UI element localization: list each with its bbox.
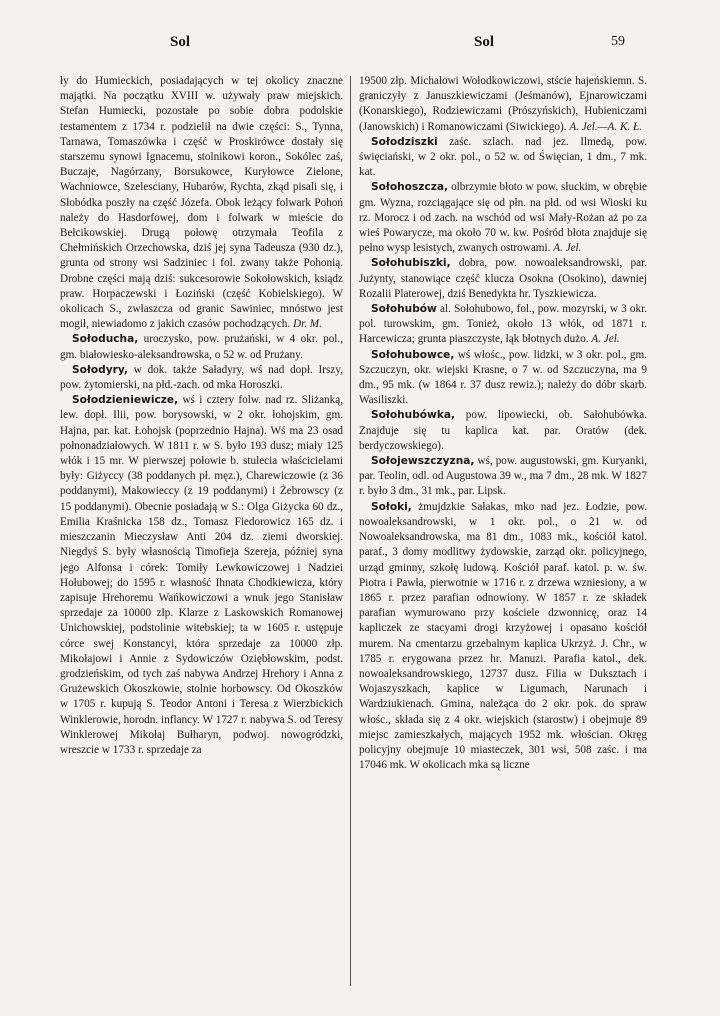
entry-text: w dok. także Saładyry, wś nad dopł. Irszy, pow. żytomierski, na płd.-zach. od mka Horoszki.	[60, 363, 343, 392]
dictionary-entry	[359, 302, 647, 348]
left-column	[60, 74, 343, 994]
entry-term: Sołodzieniewicze,	[72, 394, 179, 407]
dictionary-entry	[359, 500, 647, 774]
continued-entry	[60, 74, 343, 332]
entry-text: 19500 złp. Michałowi Wołodkowiczowi, stście hajeńskiemn. S. graniczyły z Januszkiewiczami (Jeśmanów), Ejnarowiczami (Konarskiego), Rodziewiczami (Prószyńskich), Hubieniczami (Janowskich) i Romanowiczami (Siwickiego).	[359, 75, 647, 133]
dictionary-entry	[359, 348, 647, 409]
running-head-right: Sol	[474, 34, 495, 50]
page-header	[0, 34, 720, 58]
dictionary-entry	[359, 180, 647, 256]
dictionary-entry	[359, 454, 647, 500]
entry-term: Sołohubówka,	[371, 409, 456, 422]
entry-author: A. Jel.	[553, 242, 582, 255]
running-head-left: Sol	[170, 34, 191, 50]
entry-term: Sołoki,	[371, 500, 412, 513]
continued-entry	[359, 74, 647, 135]
entry-text: uroczysko, pow. prużański, w 4 okr. pol., gm. białowiesko-aleksandrowska, o 52 w. od Prużany.	[60, 333, 343, 361]
dictionary-entry	[60, 363, 343, 393]
entry-term: Sołojewszczyzna,	[371, 455, 475, 468]
entry-author: Dr. M.	[293, 318, 322, 331]
dictionary-entry	[359, 408, 647, 454]
page-number: 59	[611, 34, 625, 49]
entry-term: Sołodyry,	[72, 363, 128, 376]
entry-term: Sołohubów	[371, 303, 437, 316]
entry-text: wś i cztery folw. nad rz. Sliżanką, lew. dopł. Ilii, pow. borysowski, w 2 okr. łohojskim, gm. Hajna, par. kat. Łohojsk (poprzednio Hajna). Wś ma 23 osad połnonadziałowych. W 1811 r. w S. było 193 dusz; miały 125 włók i 15 mr. W pierwszej połowie b. stulecia właścicielami były: Giżyccy (38 poddanych pł. męz.), Charewiczowie (z 36 poddanymi), Makowieccy (z 19 poddanymi) i Żebrowscy (z 15 poddanymi). Obecnie posiadają w S.: Olga Giżycka 60 dz., Emilia Kraśnicka 158 dz., Tomasz Fiedorowicz 165 dz. i mieszczanin Mieczysław Anti 204 dz. ziemi dworskiej. Niegdyś S. były własnością Timofieja Szereja, później syna jego Alfonsa i córek: Tomiły Lewkowiczowej i Nadziei Hołubowej; do 1595 r. własność Ihnata Chodkiewicza, który zapisuje Hrehoremu Wańkowiczowi a wnuk jego Stanisław sprzedaje za 10000 złp. Klarze z Laskowskich Romanowej Unichowskiej, podstolinie witebskiej; ta w 1605 r. ustępuje córce swej Konstancyi, która sprzedaje za 10000 złp. Mikołajowi i Annie z Sydowiczów Oziębłowskim, podst. grodzieńskim, od tych zaś nabywa Andrzej Hrehory i Anna z Grużewskich Okoszkowie, stolnie horbowscy. Od Okoszków w 1705 r. kupują S. Teodor Antoni i Teresa z Wierzbickich Winklerowie, horodn. inflancy. W 1727 r. nabywa S. od Teresy Winklerowej Mikołaj Bułharyn, podwoj. nowogródzki, wreszcie w 1733 r. sprzedaje za	[60, 394, 343, 756]
dictionary-entry	[359, 135, 647, 181]
entry-author: A. Jel.—A. K. Ł.	[569, 120, 643, 133]
entry-text: zaśc. szlach. nad jez. Ilmedą, pow. święciański, w 2 okr. pol., o 52 w. od Święcian, 1 dm., 7 mk. kat.	[359, 135, 647, 179]
entry-term: Sołohubiszki,	[371, 257, 451, 270]
entry-term: Sołohubowce,	[371, 348, 455, 361]
dictionary-entry	[359, 256, 647, 302]
entry-term: Sołohoszcza,	[371, 181, 449, 194]
dictionary-entry	[60, 332, 343, 362]
entry-term: Sołodziszki	[371, 135, 438, 148]
entry-text: ły do Humieckich, posiadających w tej okolicy znaczne majątki. Na początku XVIII w. używały praw miejskich. Stefan Humiecki, pozostałe po sobie dobra podolskie testamentem z 1734 r. podzielił na dwie części: S., Tynna, Tarnawa, Tomaszówka i część w Proskirówce dostały się starszemu synowi Ignacemu, stolnikowi koron., Sokólec zaś, Buczaje, Nagórzany, Borsukowce, Kuryłowce Zielone, Wachniowce, Szelesciany, Hubarów, Rychta, zkąd pisali się, i Słobódka poszły na część Józefa. Obok leżący folwark Pohoń należy do Hasdorfowej, dom i folwark w mieście do Bełcikowskiej. Drugą połowę otrzymała Teofila z Chełmińskich Orzechowska, dziś jej syna Tadeusza (930 dz.), grunta od strony wsi Sadziniec i fol. zwany także Pohonią. Drobne części mają dziś: sukcesorowie Sokołowskich, ksiądz praw. Horpaczewski i Łoziński (część Kobielskiego). W okolicach S., zwłaszcza od granic Sawiniec, mnóstwo jest mogił, niewiadomo z jakich czasów pochodzących.	[60, 75, 343, 331]
entry-term: Sołoducha,	[72, 333, 139, 346]
entry-text: al. Sołohubowo, fol., pow. mozyrski, w 3 okr. pol. turowskim, gm. Tonież, około 13 włók, od 1871 r. Harcewicza; grunta piaszczyste, łąk błotnych dużo.	[359, 303, 647, 346]
entry-text: olbrzymie błoto w pow. słuckim, w obrębie gm. Wyzna, rozciągające się od płn. na płd. od wsi Wioski ku rz. Morocz i od zach. na wschód od wsi Mały-Rożan aż po za wieś Powarycze, ma około 70 w. kw. Pośród błota znajduje się pełno wysp lesistych, zwanych ostrowami.	[359, 181, 647, 255]
dictionary-entry	[60, 393, 343, 758]
entry-author: A. Jel.	[591, 333, 620, 346]
right-column	[359, 74, 647, 994]
entry-text: wś włośc., pow. lidzki, w 3 okr. pol., gm. Szczuczyn, okr. wiejski Krasne, o 7 w. od Szczuczyna, ma 9 dm., 95 mk. (w 1864 r. 37 dusz rewiz.); należy do dóbr skarb. Wasiliszki.	[359, 348, 647, 407]
entry-text: żmujdzkie Sałakas, mko nad jez. Łodzie, pow. nowoaleksandrowski, w 1 okr. pol., o 21 w. od Nowoaleksandrowska, ma 81 dm., 1083 mk., kościół katol. paraf., 3 domy modlitwy żydowskie, zarząd okr. policyjnego, urząd gminny, szkołę ludową. Kościół paraf. katol. p. w. św. Piotra i Pawła, pierwotnie w 1716 r. z drzewa wzniesiony, a w 1865 r. przez parafian odnowiony. W 1857 r. ze składek parafian wymurowano przy kościele dzwonnicę, oraz 14 kapliczek ze stacyami drogi krzyżowej i opasano kościół murem. Na cmentarzu grzebalnym kaplica Ukrzyż. J. Chr., w 1785 r. erygowana przez hr. Manuzi. Parafia katol., dek. nowoaleksandrowskiego, 12737 dusz. Filia w Duksztach i Wojaszyszkach, kaplice w Ligumach, Narunach i Wardziukienach. Gmina, należąca do 2 okr. pok. do spraw włośc., składa się z 4 okr. wiejskich (starostw) i obejmuje 89 miejsc zamieszkałych, mających 1952 mk. włościan. Okręg policyjny obejmuje 10 miasteczek, 301 wsi, 508 zaśc. i ma 17046 mk. W okolicach mka są liczne	[359, 500, 647, 772]
column-divider	[350, 76, 351, 986]
entry-text: wś, pow. augustowski, gm. Kuryanki, par. Teolin, odl. od Augustowa 39 w., ma 7 dm., 28 mk. W 1827 r. było 3 dm., 31 mk., par. Lipsk.	[359, 455, 647, 498]
entry-text: dobra, pow. nowoaleksandrowski, par. Jużynty, stanowiące część klucza Osokna (Osokino), dawniej Rozalii Platerowej, dziś Benedykta hr. Tyszkiewicza.	[359, 257, 647, 300]
entry-text: pow. lipowiecki, ob. Sałohubówka. Znajduje się tu kaplica kat. par. Oratów (dek. berdyczowskiego).	[359, 409, 647, 452]
